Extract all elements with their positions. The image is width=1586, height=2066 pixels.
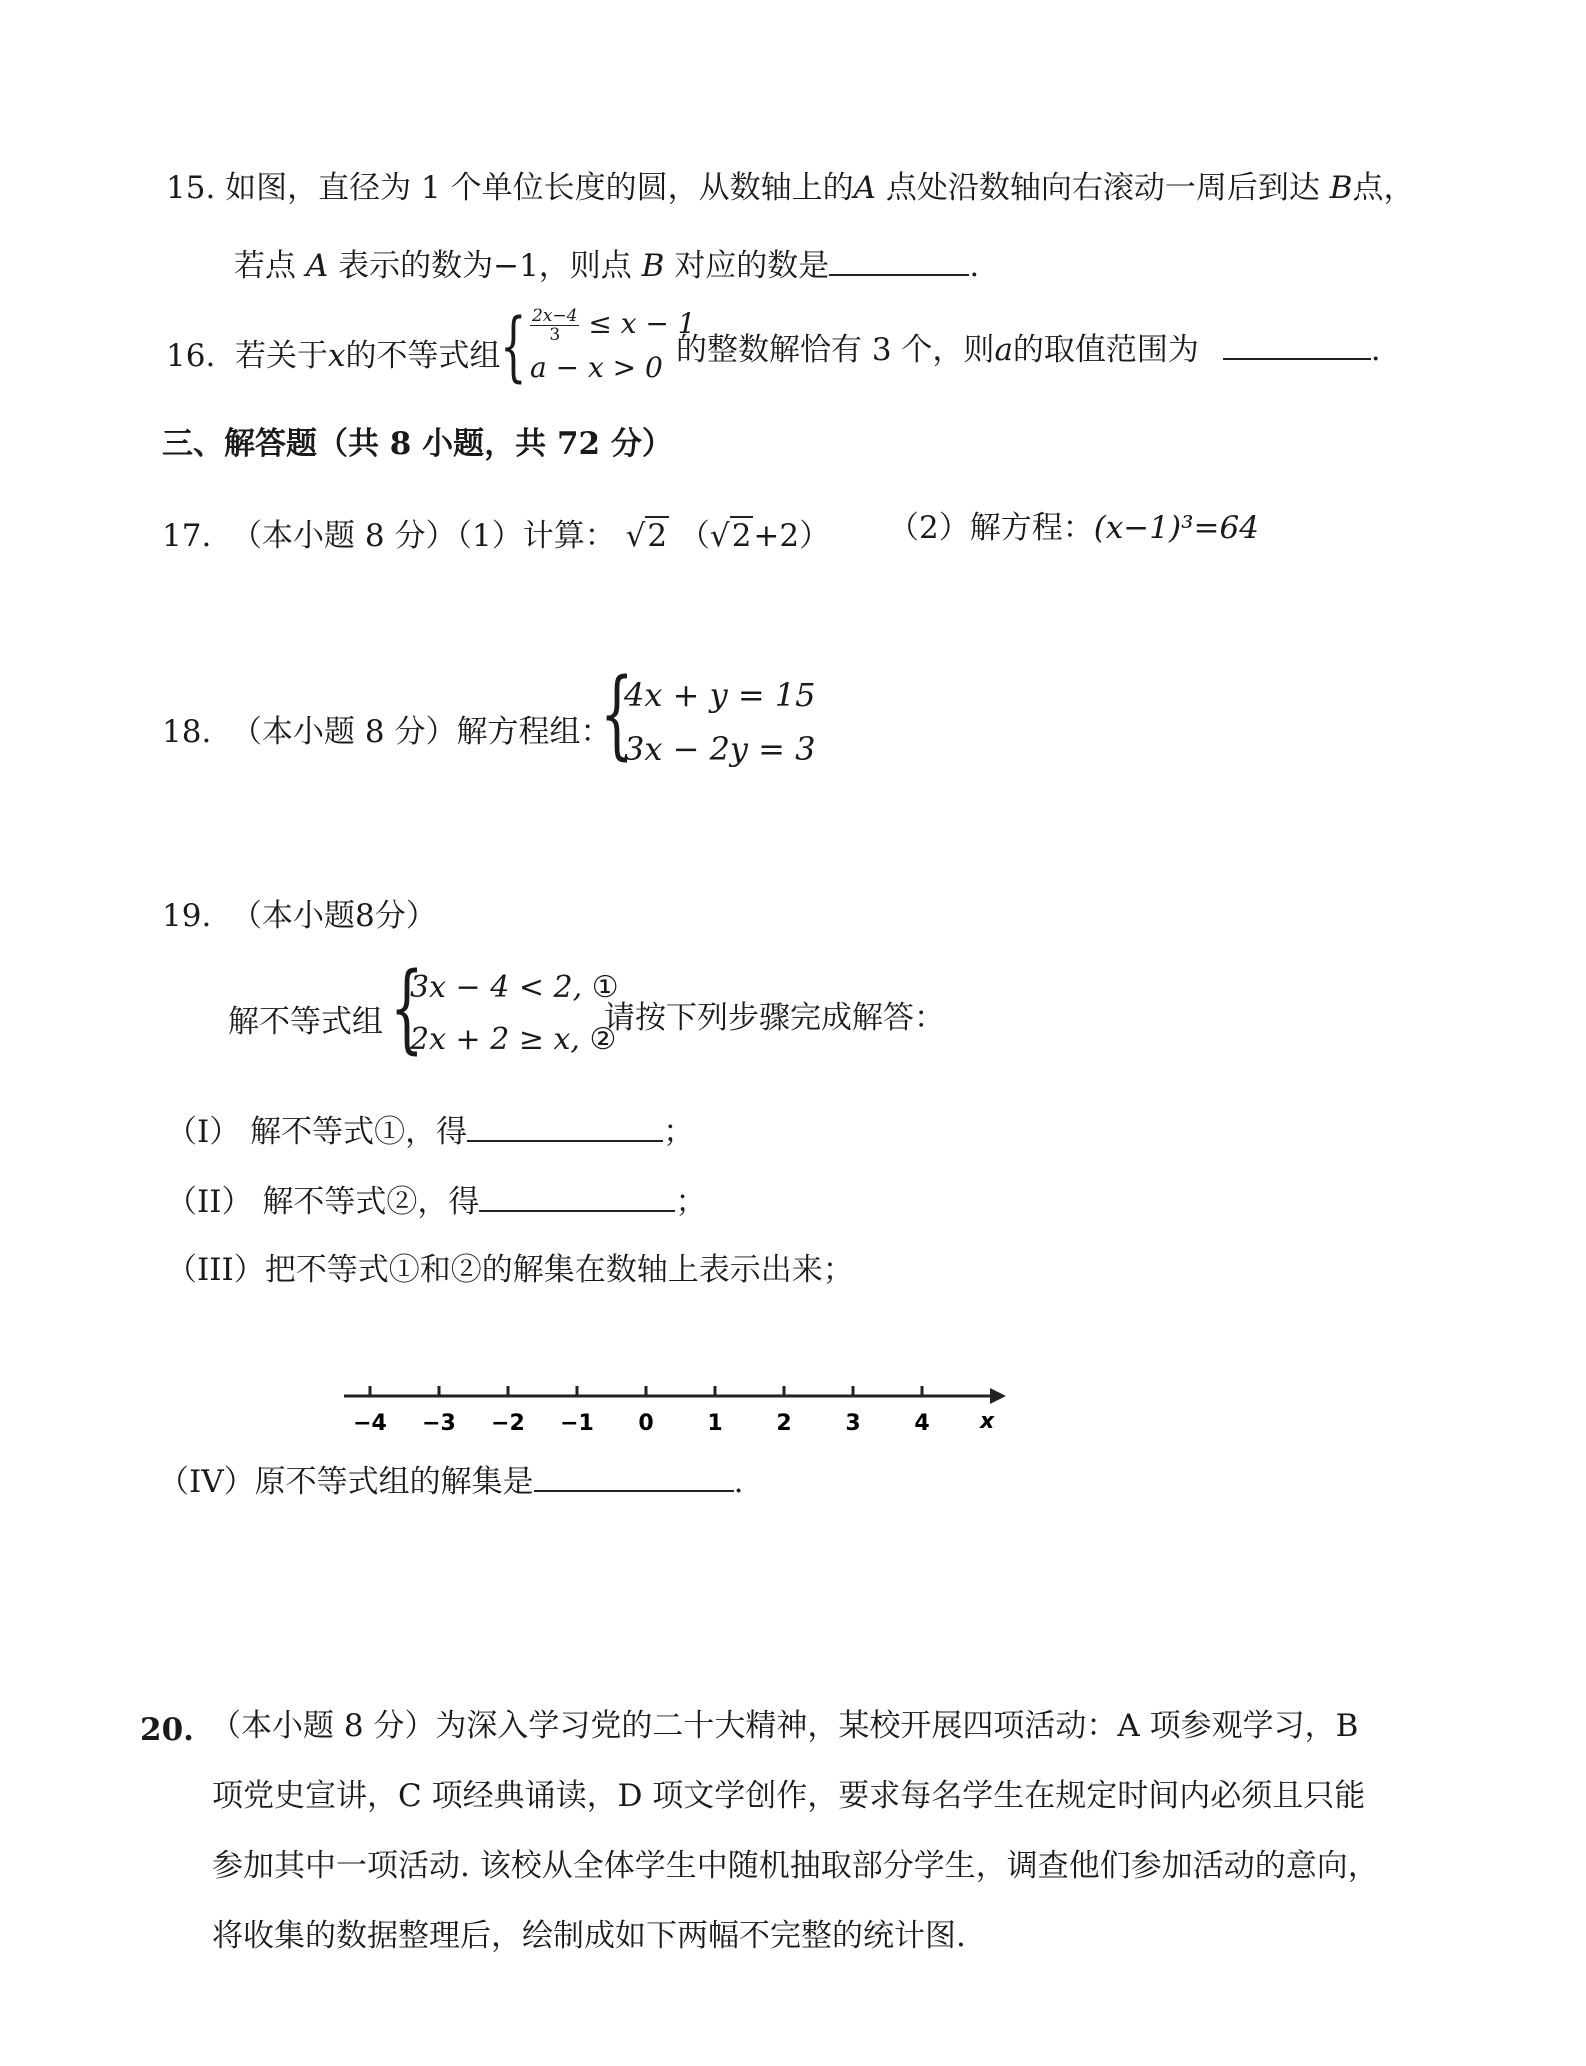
q19-points: （本小题8分） — [231, 898, 437, 934]
q16-text-c: 的整数解恰有 3 个，则 — [676, 332, 995, 368]
q15-var-b: B — [1329, 170, 1353, 206]
q20-line3: 参加其中一项活动. 该校从全体学生中随机抽取部分学生，调查他们参加活动的意向， — [212, 1848, 1379, 1884]
q16-frac-den: 3 — [549, 325, 561, 345]
q16-system — [530, 306, 696, 386]
q16-ineq1 — [530, 306, 696, 344]
q15-line2-var-b: B — [641, 248, 665, 284]
q17-line — [162, 516, 830, 556]
q18-points: （本小题 8 分）解方程组： — [231, 714, 612, 750]
q20-line2: 项党史宣讲，C 项经典诵读，D 项文学创作，要求每名学生在规定时间内必须且只能 — [212, 1778, 1366, 1814]
q20-line4: 将收集的数据整理后，绘制成如下两幅不完整的统计图. — [212, 1918, 966, 1954]
q17-equation: (x−1)³=64 — [1093, 510, 1259, 546]
q19-number: 19. — [162, 898, 212, 934]
q15-line2-var-a: A — [305, 248, 329, 284]
q17-part2-line — [888, 508, 1259, 548]
q18-eq1: 4x + y = 15 — [624, 676, 816, 714]
q15-answer-blank[interactable] — [829, 244, 969, 276]
q19-step1-blank[interactable] — [467, 1110, 663, 1142]
q17-sqrt-b-value: 2 — [731, 518, 752, 554]
q15-var-a: A — [853, 170, 876, 206]
q17-part1: （1）计算： — [456, 518, 616, 554]
axis-tick-label: 4 — [914, 1411, 930, 1436]
axis-tick-label: −1 — [560, 1411, 594, 1436]
q15-line2-text-c: 对应的数是 — [674, 248, 830, 284]
q19-step4-label: （IV） — [158, 1464, 255, 1500]
q16-tail — [676, 328, 1381, 370]
q17-paren-rest: +2） — [753, 518, 831, 554]
q19-ineq2-row — [410, 1014, 619, 1066]
axis-tick-label: 2 — [776, 1411, 792, 1436]
q17-part2: （2）解方程： — [888, 510, 1094, 546]
axis-tick-label: −4 — [353, 1411, 387, 1436]
q15-line1 — [166, 168, 1415, 208]
q19-step1 — [166, 1110, 694, 1152]
q19-ineq1: 3x − 4 < 2, — [410, 970, 583, 1005]
q15-text-c: 点， — [1352, 170, 1415, 206]
q19-ineq2: 2x + 2 ≥ x, — [410, 1022, 580, 1057]
q19-step2-text: 解不等式②，得 — [262, 1184, 480, 1220]
axis-arrow — [990, 1388, 1006, 1404]
q16-text-a: 若关于 — [235, 338, 329, 374]
q15-line2-text-a: 若点 — [234, 248, 296, 284]
axis-var-label: x — [980, 1409, 995, 1434]
q19-step3-text: 把不等式①和②的解集在数轴上表示出来； — [264, 1252, 854, 1288]
q16-ineq2: a − x > 0 — [530, 351, 663, 384]
q15-line2 — [234, 244, 979, 286]
q16-number: 16. — [166, 338, 216, 374]
q17-number: 17. — [162, 518, 212, 554]
q18-line — [162, 712, 611, 752]
q19-step2 — [166, 1180, 706, 1222]
q19-step1-end: ； — [663, 1114, 695, 1150]
q19-step3-label: （III） — [166, 1252, 265, 1288]
q19-step2-blank[interactable] — [479, 1180, 675, 1212]
q16-text-b: 的不等式组 — [345, 338, 501, 374]
q19-mark2: ② — [589, 1022, 617, 1057]
section3-title: 三、解答题（共 8 小题，共 72 分） — [162, 426, 673, 462]
q17-sqrt-a-value: 2 — [647, 518, 668, 554]
q16-frac-num: 2x−4 — [532, 306, 578, 326]
q16-brace: { — [500, 301, 527, 390]
q19-step2-end: ； — [675, 1184, 707, 1220]
q18-number: 18. — [162, 714, 212, 750]
q16-lead — [166, 336, 501, 376]
q19-system — [410, 962, 619, 1066]
axis-tick-label: 0 — [638, 1411, 654, 1436]
q19-step2-label: （II） — [166, 1184, 253, 1220]
q18-system — [624, 668, 816, 776]
q16-text-d: 的取值范围为 — [1012, 332, 1199, 368]
axis-tick-label: 1 — [707, 1411, 723, 1436]
axis-tick-label: −3 — [422, 1411, 456, 1436]
q19-step4-text: 原不等式组的解集是 — [254, 1464, 534, 1500]
q19-step4-end: . — [733, 1464, 744, 1500]
q16-var-a: a — [994, 332, 1013, 368]
q19-ineq1-row — [410, 962, 619, 1014]
q15-number: 15. — [166, 170, 216, 206]
q16-ineq1-rest: ≤ x − 1 — [588, 307, 696, 340]
q19-step4-blank[interactable] — [534, 1460, 734, 1492]
q19-instruction: 请按下列步骤完成解答： — [604, 1000, 945, 1036]
q16-answer-blank[interactable] — [1223, 328, 1371, 360]
q15-text-b: 点处沿数轴向右滚动一周后到达 — [885, 170, 1320, 206]
q17-sqrt-b: √2 — [709, 518, 752, 554]
q18-brace: { — [600, 658, 634, 770]
q18-eq2: 3x − 2y = 3 — [624, 730, 816, 768]
q19-intro: 解不等式组 — [228, 1004, 383, 1040]
q19-step4 — [158, 1460, 744, 1502]
q19-number-line — [330, 1370, 1030, 1450]
q15-end: . — [969, 248, 980, 284]
q15-text-a: 如图，直径为 1 个单位长度的圆，从数轴上的 — [225, 170, 854, 206]
q20-number: 20. — [140, 1712, 194, 1748]
axis-tick-label: −2 — [491, 1411, 525, 1436]
axis-tick-label: 3 — [845, 1411, 861, 1436]
q19-step3 — [166, 1250, 854, 1290]
q16-fraction — [530, 307, 579, 344]
q19-header — [162, 896, 437, 936]
q15-line2-text-b: 表示的数为−1，则点 — [338, 248, 632, 284]
axis-ticks — [353, 1386, 930, 1436]
q17-sqrt-a: √2 — [625, 518, 668, 554]
q19-step1-label: （I） — [166, 1114, 241, 1150]
q17-paren-open: （ — [678, 518, 710, 554]
q20-line1: （本小题 8 分）为深入学习党的二十大精神，某校开展四项活动：A 项参观学习，B — [210, 1708, 1359, 1744]
q16-end: . — [1370, 332, 1381, 368]
q16-var-x: x — [328, 338, 346, 374]
q19-mark1: ① — [591, 970, 619, 1005]
q19-brace: { — [390, 952, 424, 1064]
q19-step1-text: 解不等式①，得 — [250, 1114, 468, 1150]
q17-points: （本小题 8 分） — [231, 518, 457, 554]
